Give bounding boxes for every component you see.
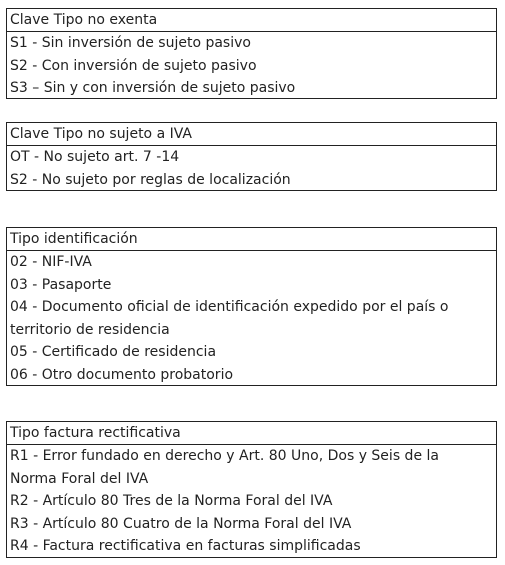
table-header: Tipo identificación (7, 228, 496, 251)
table-header: Clave Tipo no exenta (7, 9, 496, 32)
table-row: 02 - NIF-IVA (10, 254, 92, 270)
table-tipo-factura-rectificativa (6, 421, 497, 558)
table-header: Clave Tipo no sujeto a IVA (7, 123, 496, 146)
table-row: OT - No sujeto art. 7 -14 (10, 149, 180, 165)
table-row: S3 – Sin y con inversión de sujeto pasivo (10, 80, 296, 97)
table-row: S1 - Sin inversión de sujeto pasivo (10, 35, 251, 51)
table-row: 06 - Otro documento probatorio (10, 366, 234, 383)
table-clave-tipo-no-exenta (6, 8, 497, 99)
table-row: S2 - Con inversión de sujeto pasivo (10, 57, 257, 74)
table-row: 03 - Pasaporte (10, 276, 112, 293)
table-row: R4 - Factura rectificativa en facturas simplificadas (10, 538, 361, 555)
table-row: 04 - Documento oficial de identificación expedido por el país o territorio de residencia (10, 299, 449, 338)
table-row: 05 - Certificado de residencia (10, 344, 217, 361)
table-header: Tipo factura rectificativa (7, 422, 496, 445)
table-tipo-identificacion (6, 227, 497, 386)
table-row: R2 - Artículo 80 Tres de la Norma Foral del IVA (10, 493, 333, 510)
table-row: R1 - Error fundado en derecho y Art. 80 Uno, Dos y Seis de la Norma Foral del IVA (10, 448, 439, 487)
table-clave-tipo-no-sujeto-iva (6, 122, 497, 191)
table-row: R3 - Artículo 80 Cuatro de la Norma Foral del IVA (10, 515, 352, 532)
table-row: S2 - No sujeto por reglas de localización (10, 171, 291, 188)
